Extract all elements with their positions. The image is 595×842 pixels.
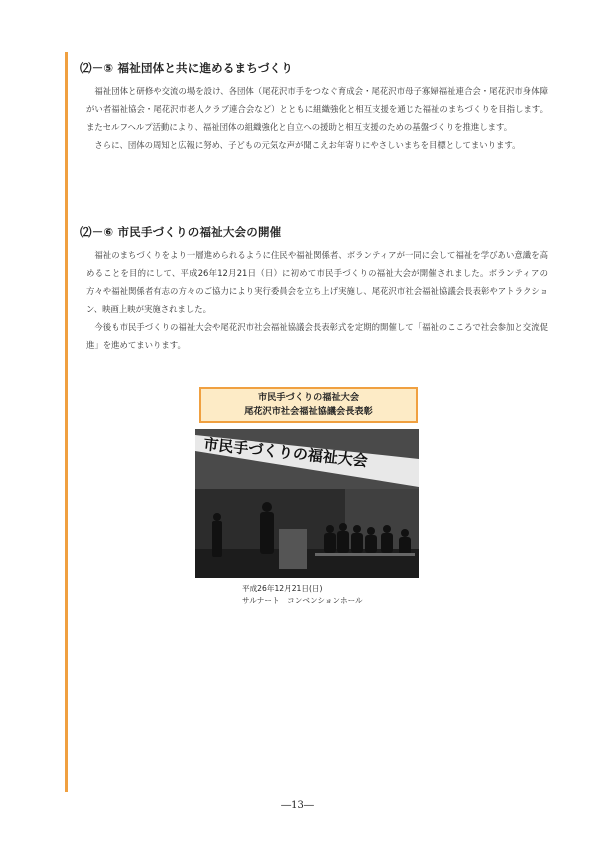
photo-title-box — [199, 387, 418, 423]
event-photo — [195, 429, 419, 578]
section-heading-welfare-groups: ⑵－⑤ 福祉団体と共に進めるまちづくり — [80, 61, 293, 75]
podium — [279, 529, 307, 569]
photo-title-line1: 市民手づくりの福祉大会 — [257, 392, 360, 403]
section-body-welfare-groups — [86, 82, 548, 154]
paragraph: さらに、団体の周知と広報に努め、子どもの元気な声が聞こえお年寄りにやさしいまちを目標としてまいります。 — [94, 140, 521, 150]
section-heading-welfare-convention: ⑵－⑥ 市民手づくりの福祉大会の開催 — [80, 225, 282, 239]
photo-caption-place: サルナート コンベンションホール — [242, 596, 363, 605]
page-number: ―13― — [281, 800, 314, 811]
photo-caption — [242, 583, 363, 607]
accent-bar — [65, 52, 68, 792]
event-photo-illustration — [195, 429, 419, 578]
photo-caption-date: 平成26年12月21日(日) — [242, 584, 323, 593]
paragraph: 福祉団体と研修や交流の場を設け、各団体（尾花沢市手をつなぐ育成会・尾花沢市母子寡婦福祉連合会・尾花沢市身体障がい者福祉協会・尾花沢市老人クラブ連合会など）とともに組織強化と相互支援を通じた福祉のまちづくりを目指します。またセルフヘルプ活動により、福祉団体の組織強化と自立への援助と相互支援のための基盤づくりを推進します。 — [86, 86, 548, 132]
paragraph: 福祉のまちづくりをより一層進められるように住民や福祉関係者、ボランティアが一同に会して福祉を学びあい意識を高めることを目的にして、平成26年12月21日（日）に初めて市民手づくりの福祉大会が開催されました。ボランティアの方々や福祉関係者有志の方々のご協力により実行委員会を立ち上げ実施し、尾花沢市社会福祉協議会長表彰やアトラクション、映画上映が実施されました。 — [86, 250, 548, 314]
banner-text: 市民手づくりの福祉大会 — [202, 435, 369, 471]
section-body-welfare-convention — [86, 246, 548, 354]
photo-title-line2: 尾花沢市社会福祉協議会長表彰 — [244, 406, 373, 417]
paragraph: 今後も市民手づくりの福祉大会や尾花沢市社会福祉協議会長表彰式を定期的開催して「福祉のこころで社会参加と交流促進」を進めてまいります。 — [86, 322, 548, 350]
